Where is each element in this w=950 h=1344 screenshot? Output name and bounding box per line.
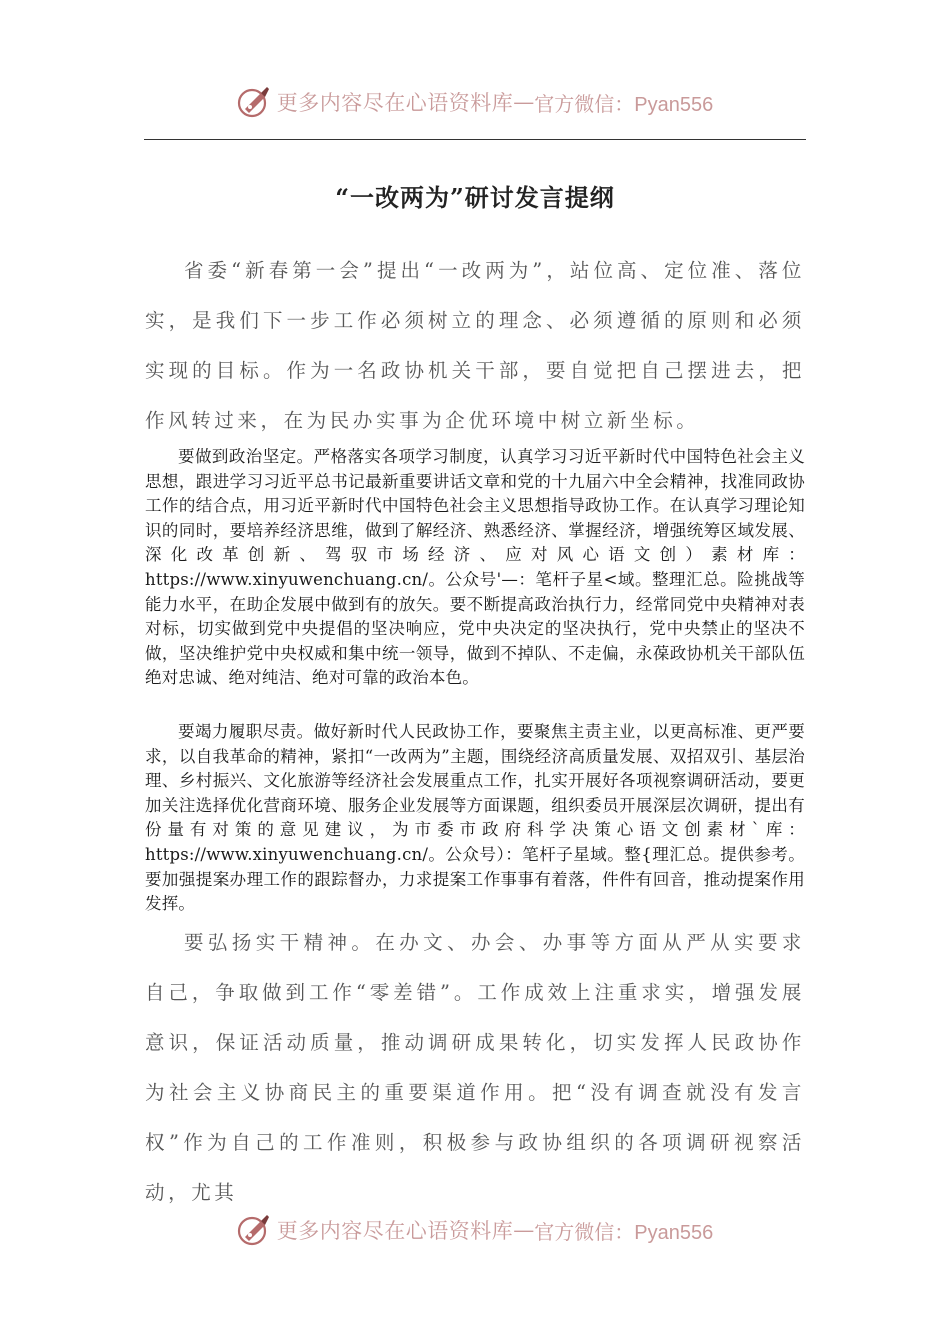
banner-wechat-text: 官方微信：Pyan556 xyxy=(534,1221,714,1244)
paragraph-duty: 要竭力履职尽责。做好新时代人民政协工作，要聚焦主责主业，以更高标准、更严要求，以自我革命的精神，紧扣“一改两为”主题，围绕经济高质量发展、双招双引、基层治理、乡村振兴、文化旅游等经济社会发展重点工作，扎实开展好各项视察调研活动，要更加关注选择优化营商环境、服务企业发展等方面课题，组织委员开展深层次调研，提出有份量有对策的意见建议，为市委市政府科学决策心语文创素材`库：https://www.xinyuwenchuang.cn/。公众号）：笔杆子星域。整{理汇总。提供参考。要加强提案办理工作的跟踪督办，力求提案工作事事有着落，件件有回音，推动提案作用发挥。 xyxy=(145,722,805,914)
header-watermark-banner xyxy=(0,82,950,122)
banner-wechat-text: 官方微信：Pyan556 xyxy=(534,93,714,116)
paragraph-practical: 要弘扬实干精神。在办文、办会、办事等方面从严从实要求自己，争取做到工作“零差错”。工作成效上注重求实，增强发展意识，保证活动质量，推动调研成果转化，切实发挥人民政协作为社会主义协商民主的重要渠道作用。把“没有调查就没有发言权”作为自己的工作准则，积极参与政协组织的各项调研视察活动，尤其 xyxy=(145,931,805,1204)
document-title: “一改两为”研讨发言提纲 xyxy=(335,183,615,212)
header-divider xyxy=(144,139,806,140)
banner-dash: — xyxy=(513,90,535,114)
pen-nib-logo-icon xyxy=(237,85,271,119)
banner-brand-text: 更多内容尽在心语资料库 xyxy=(276,91,514,115)
pen-nib-logo-icon xyxy=(237,1213,271,1247)
banner-dash: — xyxy=(513,1218,535,1242)
paragraph-intro: 省委“新春第一会”提出“一改两为”，站位高、定位准、落位实，是我们下一步工作必须树立的理念、必须遵循的原则和必须实现的目标。作为一名政协机关干部，要自觉把自己摆进去，把作风转过来，在为民办实事为企优环境中树立新坐标。 xyxy=(145,259,805,432)
footer-watermark-banner xyxy=(0,1210,950,1250)
paragraph-political: 要做到政治坚定。严格落实各项学习制度，认真学习习近平新时代中国特色社会主义思想，跟进学习习近平总书记最新重要讲话文章和党的十九届六中全会精神，找准同政协工作的结合点，用习近平新时代中国特色社会主义思想指导政协工作。在认真学习理论知识的同时，要培养经济思维，做到了解经济、熟悉经济、掌握经济，增强统筹区域发展、深化改革创新、驾驭市场经济、应对风心语文创）素材库：https://www.xinyuwenchuang.cn/。公众号'—：笔杆子星<域。整理汇总。险挑战等能力水平，在助企发展中做到有的放矢。要不断提高政治执行力，经常同党中央精神对表对标，切实做到党中央提倡的坚决响应，党中央决定的坚决执行，党中央禁止的坚决不做，坚决维护党中央权威和集中统一领导，做到不掉队、不走偏，永葆政协机关干部队伍绝对忠诚、绝对纯洁、绝对可靠的政治本色。 xyxy=(145,447,805,688)
banner-brand-text: 更多内容尽在心语资料库 xyxy=(276,1219,514,1243)
